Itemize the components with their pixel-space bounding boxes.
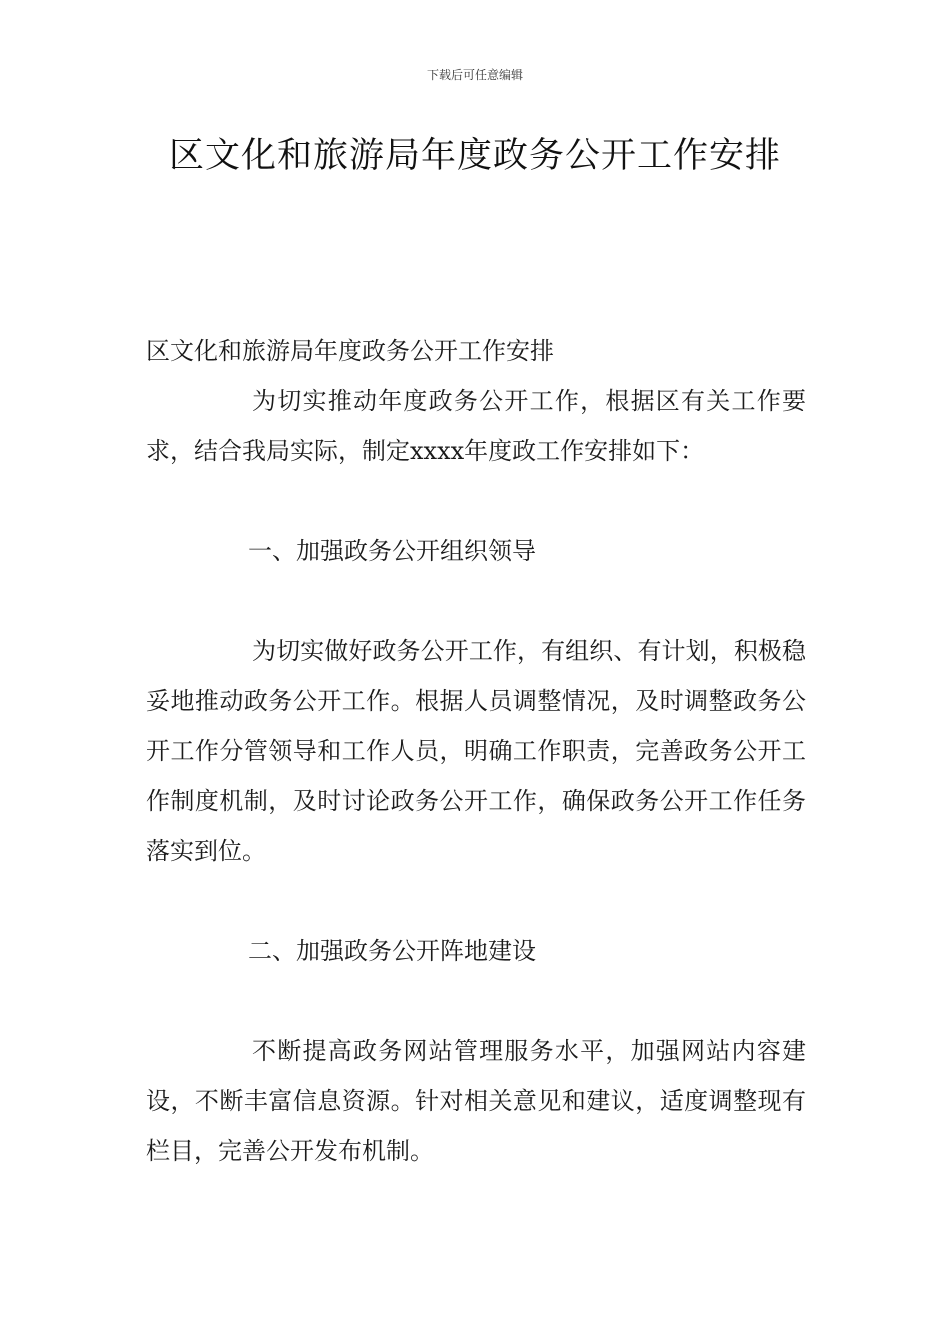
section-heading-1: 一、加强政务公开组织领导 [248,537,536,565]
intro-paragraph: 为切实推动年度政务公开工作，根据区有关工作要求，结合我局实际，制定xxxx年度政工作安排如下： [146,387,806,465]
spacer [146,876,806,926]
spacer [146,576,806,626]
section-heading-2: 二、加强政务公开阵地建设 [248,937,536,965]
document-title: 区文化和旅游局年度政务公开工作安排 [168,136,781,176]
section-body-2: 不断提高政务网站管理服务水平，加强网站内容建设，不断丰富信息资源。针对相关意见和建议，适度调整现有栏目，完善公开发布机制。 [146,1037,806,1165]
document-body [146,326,806,1176]
document-subtitle: 区文化和旅游局年度政务公开工作安排 [146,337,554,365]
spacer [146,476,806,526]
spacer [146,976,806,1026]
section-body-1: 为切实做好政务公开工作，有组织、有计划，积极稳妥地推动政务公开工作。根据人员调整情况，及时调整政务公开工作分管领导和工作人员，明确工作职责，完善政务公开工作制度机制，及时讨论政务公开工作，确保政务公开工作任务落实到位。 [146,637,806,865]
page-header-note: 下载后可任意编辑 [426,68,523,82]
